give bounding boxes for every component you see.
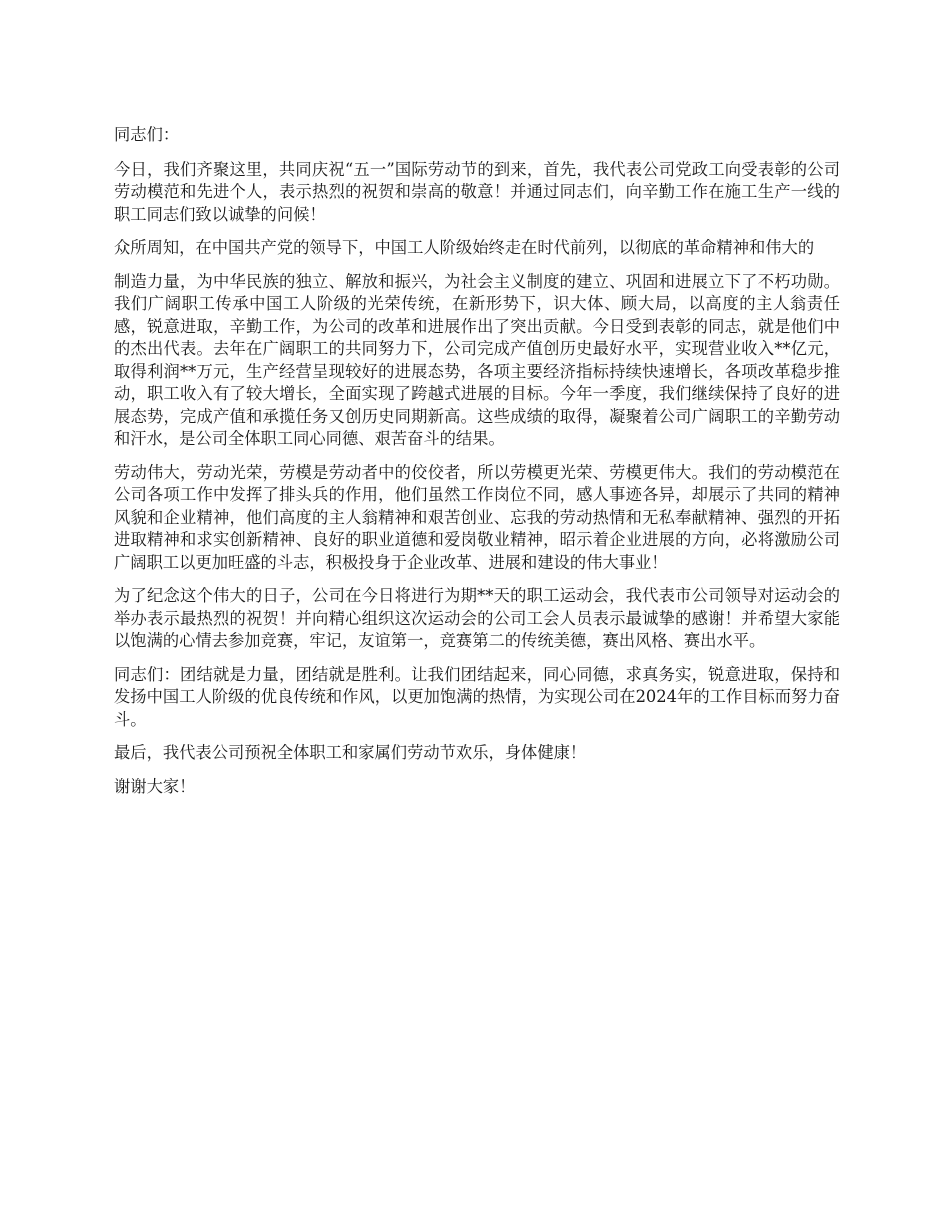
- paragraph-unity: 同志们：团结就是力量，团结就是胜利。让我们团结起来，同心同德，求真务实，锐意进取，保持和发扬中国工人阶级的优良传统和作风，以更加饱满的热情，为实现公司在2024年的工作目标而努力奋斗。: [114, 664, 840, 729]
- paragraph-opening: 今日，我们齐聚这里，共同庆祝“五一”国际劳动节的到来，首先，我代表公司党政工向受表彰的公司劳动模范和先进个人，表示热烈的祝贺和崇高的敬意！并通过同志们，向辛勤工作在施工生产一线的职工同志们致以诚挚的问候！: [114, 159, 840, 224]
- paragraph-intro: 众所周知，在中国共产党的领导下，中国工人阶级始终走在时代前列，以彻底的革命精神和伟大的: [114, 238, 815, 257]
- paragraph-achievements: 制造力量，为中华民族的独立、解放和振兴，为社会主义制度的建立、巩固和进展立下了不朽功勋。我们广阔职工传承中国工人阶级的光荣传统，在新形势下，识大体、顾大局，以高度的主人翁责任感，锐意进取，辛勤工作，为公司的改革和进展作出了突出贡献。今日受到表彰的同志，就是他们中的杰出代表。去年在广阔职工的共同努力下，公司完成产值创历史最好水平，实现营业收入**亿元，取得利润**万元，生产经营呈现较好的进展态势，各项主要经济指标持续快速增长，各项改革稳步推动，职工收入有了较大增长，全面实现了跨越式进展的目标。今年一季度，我们继续保持了良好的进展态势，完成产值和承揽任务又创历史同期新高。这些成绩的取得，凝聚着公司广阔职工的辛勤劳动和汗水，是公司全体职工同心同德、艰苦奋斗的结果。: [114, 271, 840, 448]
- paragraph-labor-models: 劳动伟大，劳动光荣，劳模是劳动者中的佼佼者，所以劳模更光荣、劳模更伟大。我们的劳动模范在公司各项工作中发挥了排头兵的作用，他们虽然工作岗位不同，感人事迹各异，却展示了共同的精神风貌和企业精神，他们高度的主人翁精神和艰苦创业、忘我的劳动热情和无私奉献精神、强烈的开拓进取精神和求实创新精神、良好的职业道德和爱岗敬业精神，昭示着企业进展的方向，必将激励公司广阔职工以更加旺盛的斗志，积极投身于企业改革、进展和建设的伟大事业！: [114, 462, 840, 572]
- document-body: [114, 124, 840, 809]
- salutation: 同志们：: [114, 125, 180, 144]
- paragraph-thanks: 谢谢大家！: [114, 776, 196, 796]
- paragraph-sports-meet: 为了纪念这个伟大的日子，公司在今日将进行为期**天的职工运动会，我代表市公司领导对运动会的举办表示最热烈的祝贺！并向精心组织这次运动会的公司工会人员表示最诚挚的感谢！并希望大家能以饱满的心情去参加竞赛，牢记，友谊第一，竞赛第二的传统美德，赛出风格、赛出水平。: [114, 586, 840, 650]
- paragraph-wishes: 最后，我代表公司预祝全体职工和家属们劳动节欢乐，身体健康！: [114, 743, 587, 762]
